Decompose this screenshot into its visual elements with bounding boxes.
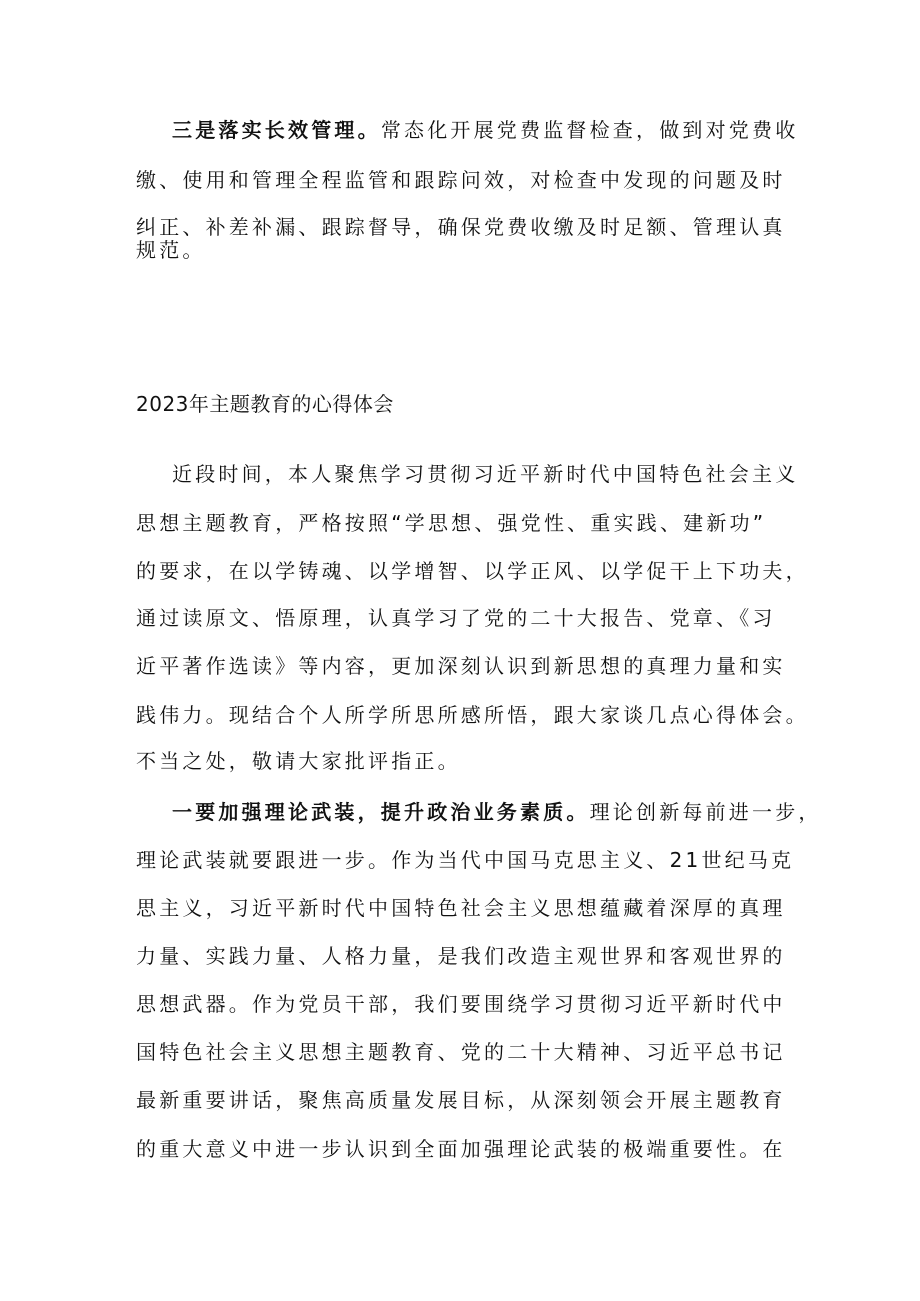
paragraph2-line: 力量、实践力量、人格力量，是我们改造主观世界和客观世界的 [136,944,786,968]
page-title: 2023年主题教育的心得体会 [136,392,394,416]
paragraph2-line: 思想武器。作为党员干部，我们要围绕学习贯彻习近平新时代中 [136,992,786,1016]
paragraph1-line: 不当之处，敬请大家批评指正。 [136,749,461,773]
paragraph2-line: 思主义，习近平新时代中国特色社会主义思想蕴藏着深厚的真理 [136,896,786,920]
paragraph1-line: 通过读原文、悟原理，认真学习了党的二十大报告、党章、《习 [136,606,776,630]
section1-first-line-text: 常态化开展党费监督检查，做到对党费收 [380,118,799,142]
paragraph1-line: 的要求，在以学铸魂、以学增智、以学正风、以学促干上下功夫， [136,559,809,583]
paragraph1-line: 思想主题教育，严格按照“学思想、强党性、重实践、建新功” [136,511,767,535]
paragraph1-first-line: 近段时间，本人聚焦学习贯彻习近平新时代中国特色社会主义 [172,462,799,486]
paragraph2-lead: 一要加强理论武装，提升政治业务素质。 [172,800,590,824]
section1-line: 纠正、补差补漏、跟踪督导，确保党费收缴及时足额、管理认真 [136,215,786,239]
section1-line: 规范。 [136,238,206,262]
paragraph2-first-line-text: 理论创新每前进一步， [589,800,822,824]
paragraph2-line: 的重大意义中进一步认识到全面加强理论武装的极端重要性。在 [136,1137,786,1161]
paragraph1-line: 践伟力。现结合个人所学所思所感所悟，跟大家谈几点心得体会。 [136,703,809,727]
paragraph2-line: 理论武装就要跟进一步。作为当代中国马克思主义、21世纪马克 [136,848,795,872]
section1-line: 缴、使用和管理全程监管和跟踪问效，对检查中发现的问题及时 [136,168,786,192]
paragraph2-first-line [172,800,822,824]
paragraph1-line: 近平著作选读》等内容，更加深刻认识到新思想的真理力量和实 [136,654,786,678]
section1-lead: 三是落实长效管理。 [172,118,381,142]
section1-first-line [172,118,798,142]
paragraph2-line: 国特色社会主义思想主题教育、党的二十大精神、习近平总书记 [136,1040,786,1064]
paragraph2-line: 最新重要讲话，聚焦高质量发展目标，从深刻领会开展主题教育 [136,1088,786,1112]
